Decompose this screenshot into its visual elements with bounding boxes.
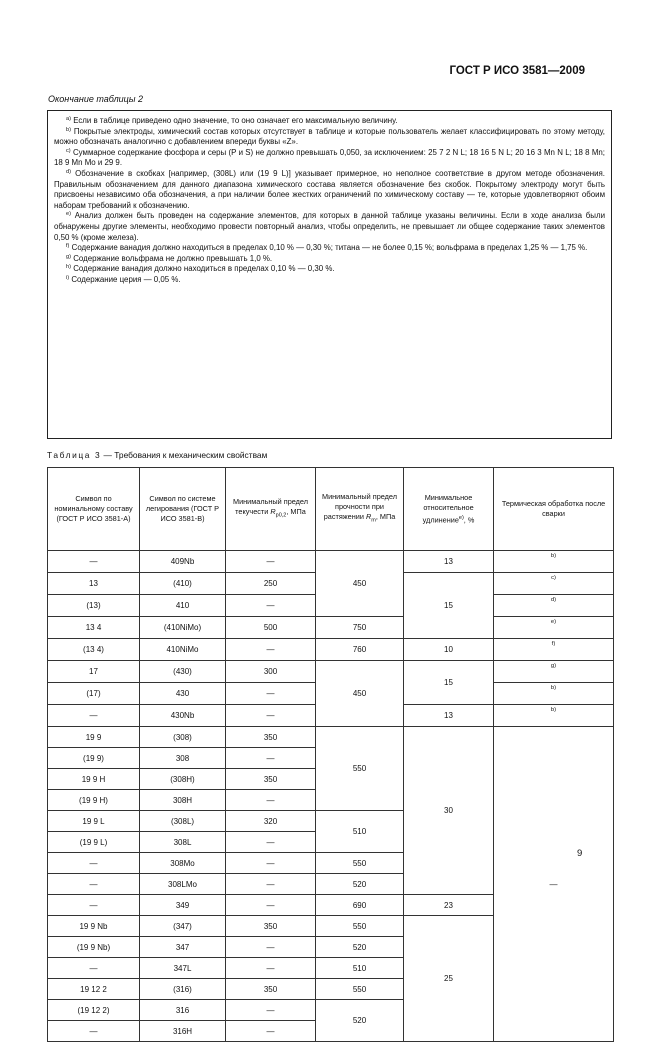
cell-alloy-symbol: 308H <box>140 790 226 811</box>
cell-alloy-symbol: (308H) <box>140 769 226 790</box>
cell-yield: — <box>226 1021 316 1042</box>
cell-alloy-symbol: (308) <box>140 727 226 748</box>
cell-alloy-symbol: 308 <box>140 748 226 769</box>
cell-nominal-symbol: (13) <box>48 595 140 617</box>
cell-nominal-symbol: — <box>48 705 140 727</box>
cell-alloy-symbol: 430 <box>140 683 226 705</box>
cell-yield: 350 <box>226 727 316 748</box>
cell-yield: — <box>226 748 316 769</box>
header-heat-treatment: Термическая обработка после сварки <box>494 468 614 551</box>
cell-nominal-symbol: (19 9) <box>48 748 140 769</box>
cell-elongation: 15 <box>404 661 494 705</box>
cell-elongation: 10 <box>404 639 494 661</box>
cell-nominal-symbol: — <box>48 551 140 573</box>
cell-nominal-symbol: (19 12 2) <box>48 1000 140 1021</box>
header-alloy-system: Символ по системе легирования (ГОСТ Р ИСО 3581-В) <box>140 468 226 551</box>
cell-elongation: 30 <box>404 727 494 895</box>
cell-yield: — <box>226 874 316 895</box>
cell-heat-treatment: c) <box>494 573 614 595</box>
cell-tensile: 550 <box>316 727 404 811</box>
table-row <box>48 617 614 639</box>
document-header: ГОСТ Р ИСО 3581—2009 <box>449 65 585 77</box>
cell-alloy-symbol: 316 <box>140 1000 226 1021</box>
table-row <box>48 551 614 573</box>
cell-yield: — <box>226 790 316 811</box>
footnote: $^{b)}$ Покрытые электроды, химический состав которых отсутствует в таблице и которые пользователь желает классифицировать по этому методу, можно обозначать аналогично с добавлением впереди буквы «Z». <box>54 126 605 147</box>
footnote: $^{h)}$ Содержание ванадия должно находиться в пределах 0,10 % — 0,30 %. <box>66 264 335 274</box>
cell-alloy-symbol: 410NiMo <box>140 639 226 661</box>
cell-tensile: 450 <box>316 551 404 617</box>
cell-heat-treatment: f) <box>494 639 614 661</box>
cell-tensile: 520 <box>316 1000 404 1042</box>
cell-alloy-symbol: 410 <box>140 595 226 617</box>
cell-tensile: 520 <box>316 937 404 958</box>
cell-heat-treatment: e) <box>494 617 614 639</box>
cell-alloy-symbol: 409Nb <box>140 551 226 573</box>
cell-alloy-symbol: 308L <box>140 832 226 853</box>
cell-yield: — <box>226 853 316 874</box>
cell-elongation: 15 <box>404 573 494 639</box>
cell-tensile: 760 <box>316 639 404 661</box>
cell-alloy-symbol: (410) <box>140 573 226 595</box>
header-tensile-strength: Минимальный предел прочности при растяжении $R_m$, МПа <box>316 468 404 551</box>
cell-nominal-symbol: 17 <box>48 661 140 683</box>
footnote: $^{e)}$ Анализ должен быть проведен на содержание элементов, для которых в данной таблице указаны величины. Если в ходе анализа были обнаружены другие элементы, необходимо провести повторный анализ, чтобы определить, не превышает ли общее содержание таких элементов 0,50 % (кроме железа). <box>54 211 605 242</box>
cell-yield: 350 <box>226 769 316 790</box>
cell-alloy-symbol: (430) <box>140 661 226 683</box>
cell-alloy-symbol: (316) <box>140 979 226 1000</box>
cell-alloy-symbol: 349 <box>140 895 226 916</box>
footnote: $^{a)}$ Если в таблице приведено одно значение, то оно означает его максимальную величину. <box>66 116 398 125</box>
cell-nominal-symbol: (19 9 H) <box>48 790 140 811</box>
cell-alloy-symbol: 308LMo <box>140 874 226 895</box>
cell-yield: 300 <box>226 661 316 683</box>
cell-nominal-symbol: 19 9 L <box>48 811 140 832</box>
cell-elongation: 13 <box>404 705 494 727</box>
cell-alloy-symbol: 308Mo <box>140 853 226 874</box>
cell-alloy-symbol: (347) <box>140 916 226 937</box>
cell-alloy-symbol: (308L) <box>140 811 226 832</box>
cell-elongation: 13 <box>404 551 494 573</box>
cell-alloy-symbol: 347 <box>140 937 226 958</box>
cell-yield: — <box>226 958 316 979</box>
cell-nominal-symbol: — <box>48 1021 140 1042</box>
cell-yield: 250 <box>226 573 316 595</box>
cell-tensile: 450 <box>316 661 404 727</box>
cell-tensile: 510 <box>316 811 404 853</box>
cell-nominal-symbol: 13 <box>48 573 140 595</box>
footnote: $^{f)}$ Содержание ванадия должно находиться в пределах 0,10 % — 0,30 %; титана — не более 0,15 %; вольфрама в пределах 1,25 % — 1,75 %. <box>66 243 588 253</box>
table2-footnotes <box>47 110 612 439</box>
cell-heat-treatment: b) <box>494 705 614 727</box>
cell-heat-treatment: b) <box>494 683 614 705</box>
cell-nominal-symbol: (19 9 L) <box>48 832 140 853</box>
cell-heat-treatment: g) <box>494 661 614 683</box>
cell-yield: — <box>226 705 316 727</box>
cell-yield: — <box>226 895 316 916</box>
table-body <box>48 551 614 1042</box>
cell-tensile: 550 <box>316 853 404 874</box>
cell-nominal-symbol: — <box>48 874 140 895</box>
cell-nominal-symbol: — <box>48 895 140 916</box>
cell-tensile: 520 <box>316 874 404 895</box>
page-number: 9 <box>577 848 583 859</box>
footnote: $^{g)}$ Содержание вольфрама не должно превышать 1,0 %. <box>66 253 273 263</box>
cell-heat-treatment: b) <box>494 551 614 573</box>
footnote: $^{i)}$ Содержание церия — 0,05 %. <box>66 274 181 284</box>
header-elongation: Минимальное относительное удлинение$^{e)}$, % <box>404 468 494 551</box>
table-row <box>48 661 614 683</box>
cell-nominal-symbol: 13 4 <box>48 617 140 639</box>
cell-tensile: 690 <box>316 895 404 916</box>
cell-nominal-symbol: 19 9 Nb <box>48 916 140 937</box>
header-nominal-composition: Символ по номинальному составу (ГОСТ Р ИСО 3581-А) <box>48 468 140 551</box>
cell-nominal-symbol: 19 12 2 <box>48 979 140 1000</box>
cell-yield: — <box>226 551 316 573</box>
cell-elongation: 23 <box>404 895 494 916</box>
cell-yield: 350 <box>226 916 316 937</box>
cell-yield: 350 <box>226 979 316 1000</box>
cell-yield: — <box>226 1000 316 1021</box>
cell-nominal-symbol: — <box>48 853 140 874</box>
cell-nominal-symbol: (17) <box>48 683 140 705</box>
cell-nominal-symbol: — <box>48 958 140 979</box>
cell-alloy-symbol: 316H <box>140 1021 226 1042</box>
cell-nominal-symbol: 19 9 <box>48 727 140 748</box>
cell-alloy-symbol: 430Nb <box>140 705 226 727</box>
cell-yield: 500 <box>226 617 316 639</box>
cell-yield: — <box>226 639 316 661</box>
footnote: $^{d)}$ Обозначение в скобках [например, (308L) или (19 9 L)] указывает примерное, но неполное соответствие в другом методе обозначения. Правильным обозначением для данного диапазона химического состава является обозначение без скобок. Покрытому электроду могут быть присвоены независимо оба обозначения, а при наличии более жестких ограничений по химическому составу — те, которые удовлетворяют обоим наборам требований к обозначению. <box>54 168 605 210</box>
cell-nominal-symbol: (19 9 Nb) <box>48 937 140 958</box>
cell-yield: — <box>226 937 316 958</box>
cell-elongation: 25 <box>404 916 494 1042</box>
cell-yield: — <box>226 595 316 617</box>
footnote: $^{c)}$ Суммарное содержание фосфора и серы (P и S) не должно превышать 0,050, за исключением: 25 7 2 N L; 18 16 5 N L; 20 16 3 Mn N L; 18 8 Mn; 18 9 Mn Mo и 29 9. <box>54 147 606 168</box>
cell-yield: — <box>226 832 316 853</box>
cell-tensile: 510 <box>316 958 404 979</box>
header-yield-strength: Минимальный предел текучести $R_{p0,2}$, МПа <box>226 468 316 551</box>
table-row <box>48 727 614 748</box>
cell-heat-treatment: — <box>494 727 614 1042</box>
cell-tensile: 550 <box>316 979 404 1000</box>
mechanical-properties-table <box>47 467 614 1042</box>
cell-alloy-symbol: (410NiMo) <box>140 617 226 639</box>
cell-nominal-symbol: 19 9 H <box>48 769 140 790</box>
table2-end-caption: Окончание таблицы 2 <box>48 94 143 104</box>
cell-heat-treatment: d) <box>494 595 614 617</box>
cell-tensile: 550 <box>316 916 404 937</box>
cell-nominal-symbol: (13 4) <box>48 639 140 661</box>
table3-caption: Таблица 3 — Требования к механическим свойствам <box>47 450 268 460</box>
cell-alloy-symbol: 347L <box>140 958 226 979</box>
cell-tensile: 750 <box>316 617 404 639</box>
cell-yield: 320 <box>226 811 316 832</box>
table-row <box>48 639 614 661</box>
cell-yield: — <box>226 683 316 705</box>
